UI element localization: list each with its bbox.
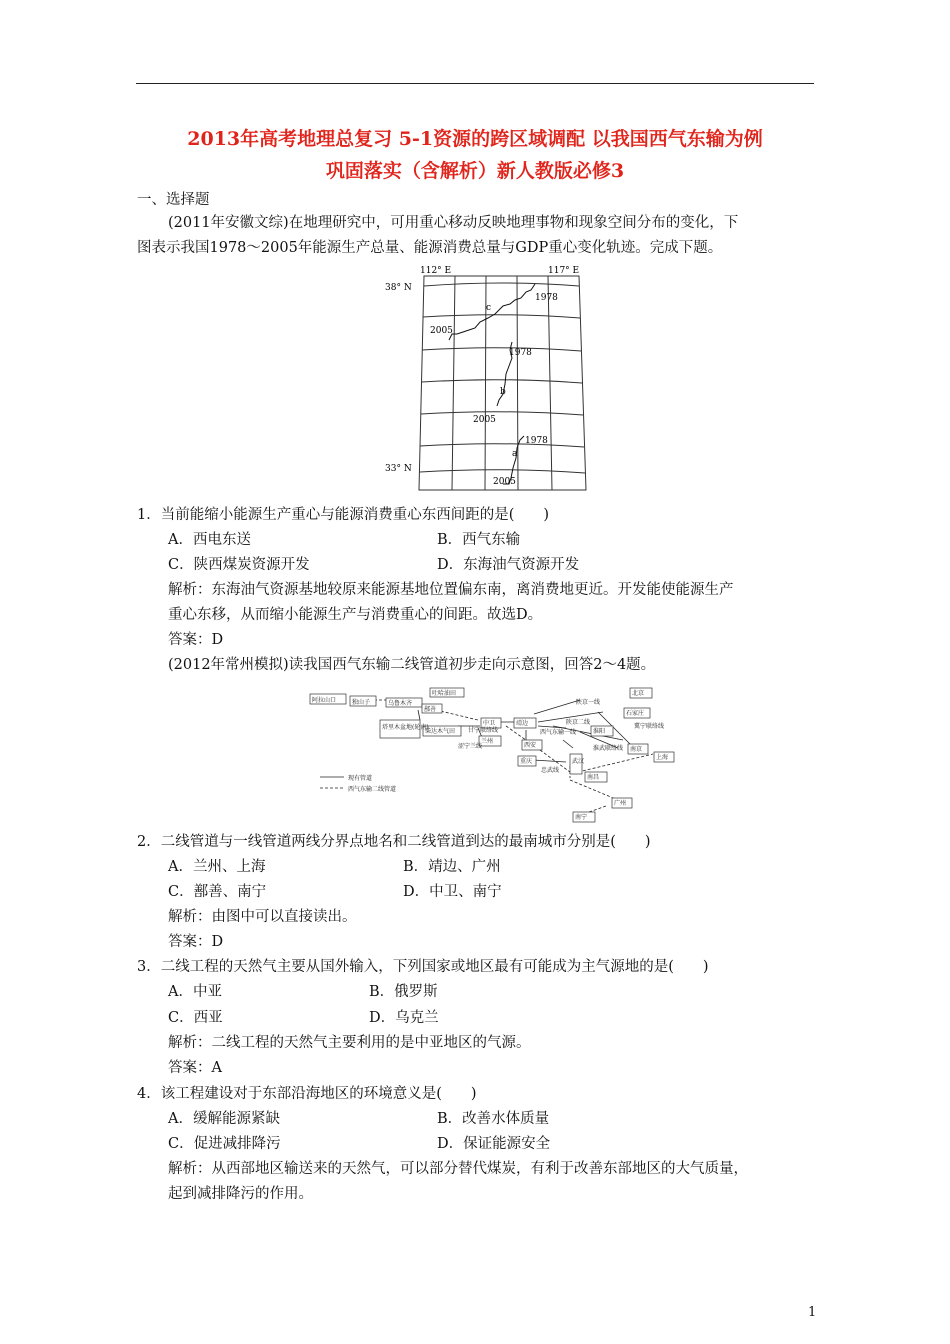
legend-existing: 现有管道 bbox=[348, 775, 373, 782]
lon-right-label: 117° E bbox=[548, 266, 580, 276]
label-jining: 冀宁联络线 bbox=[634, 723, 665, 730]
q3-option-d: D．乌克兰 bbox=[369, 1010, 439, 1026]
label-guangzhou: 广州 bbox=[614, 800, 627, 807]
q2-stem: 2．二线管道与一线管道两线分界点地名和二线管道到达的最南城市分别是( ) bbox=[137, 834, 651, 850]
q1-explanation-2: 重心东移，从而缩小能源生产与消费重心的间距。故选D。 bbox=[168, 607, 543, 623]
label-west-east1: 西气东输一线 bbox=[540, 729, 577, 736]
c-end-year: 2005 bbox=[430, 326, 453, 336]
label-dushanzi: 独山子 bbox=[352, 699, 371, 706]
a-end-year: 2005 bbox=[493, 477, 516, 487]
q1-answer: 答案：D bbox=[168, 632, 224, 648]
pipeline-legend bbox=[320, 774, 396, 793]
label-wuhan: 武汉 bbox=[572, 758, 585, 765]
b-curve-label: b bbox=[500, 387, 506, 397]
q3-option-c: C．西亚 bbox=[168, 1010, 223, 1026]
label-shaanjing1: 陕京一线 bbox=[576, 699, 601, 706]
intro2: (2012年常州模拟)读我国西气东输二线管道初步走向示意图，回答2～4题。 bbox=[168, 657, 656, 673]
c-curve-label: c bbox=[486, 303, 492, 313]
label-urumqi: 乌鲁木齐 bbox=[388, 700, 413, 707]
pipeline-map-figure bbox=[308, 682, 678, 824]
label-ganning: 甘宁联络线 bbox=[468, 727, 499, 734]
q1-stem: 1．当前能缩小能源生产重心与能源消费重心东西间距的是( ) bbox=[137, 507, 550, 523]
q1-explanation-1: 解析：东海油气资源基地较原来能源基地位置偏东南，离消费地更近。开发能使能源生产 bbox=[168, 582, 734, 598]
q2-explanation: 解析：由图中可以直接读出。 bbox=[168, 909, 357, 925]
label-zhongwei: 中卫 bbox=[483, 720, 496, 727]
c-start-year: 1978 bbox=[535, 293, 558, 303]
label-huaiyang: 淮阳 bbox=[593, 728, 606, 735]
label-lanzhou: 兰州 bbox=[481, 738, 494, 745]
q4-option-b: B．改善水体质量 bbox=[437, 1111, 550, 1127]
intro1-line1: (2011年安徽文综)在地理研究中，可用重心移动反映地理事物和现象空间分布的变化，下 bbox=[168, 215, 739, 231]
q1-option-b: B．西气东输 bbox=[437, 532, 521, 548]
label-shaanjing2: 陕京二线 bbox=[566, 719, 591, 726]
q4-option-a: A．缓解能源紧缺 bbox=[168, 1111, 280, 1127]
q4-option-c: C．促进减排降污 bbox=[168, 1136, 281, 1152]
label-chongqing: 重庆 bbox=[520, 758, 533, 765]
label-sening: 涩宁兰线 bbox=[458, 743, 483, 750]
label-shijiazhuang: 石家庄 bbox=[626, 710, 645, 717]
a-curve-label: a bbox=[512, 449, 518, 459]
trajectory-c bbox=[449, 284, 535, 340]
label-alashankou: 阿拉山口 bbox=[312, 697, 337, 704]
label-beijing: 北京 bbox=[632, 690, 645, 697]
q4-stem: 4．该工程建设对于东部沿海地区的环境意义是( ) bbox=[137, 1086, 477, 1102]
trajectory-lines bbox=[449, 284, 535, 484]
label-nanchang: 南昌 bbox=[587, 774, 600, 781]
centroid-map-figure bbox=[385, 262, 590, 494]
b-start-year: 1978 bbox=[509, 348, 532, 358]
label-xian: 西安 bbox=[524, 742, 537, 749]
map-graticule bbox=[419, 276, 586, 490]
second-line-pipeline bbox=[374, 700, 653, 816]
label-shanshan: 鄯善 bbox=[424, 706, 437, 713]
label-qaidam: 柴达木气田 bbox=[425, 728, 456, 735]
intro1-line2: 图表示我国1978～2005年能源生产总量、能源消费总量与GDP重心变化轨迹。完成下题。 bbox=[137, 240, 723, 256]
lat-bottom-label: 33° N bbox=[385, 464, 412, 474]
doc-title-line1: 2013年高考地理总复习 5-1资源的跨区域调配 以我国西气东输为例 bbox=[187, 128, 763, 150]
q3-stem: 3．二线工程的天然气主要从国外输入，下列国家或地区最有可能成为主气源地的是( ) bbox=[137, 959, 709, 975]
q3-explanation: 解析：二线工程的天然气主要利用的是中亚地区的气源。 bbox=[168, 1035, 531, 1051]
header-rule bbox=[136, 83, 814, 84]
q2-answer: 答案：D bbox=[168, 934, 224, 950]
a-start-year: 1978 bbox=[525, 436, 548, 446]
label-tuha: 吐哈油田 bbox=[432, 690, 457, 697]
lat-top-label: 38° N bbox=[385, 283, 412, 293]
q2-option-b: B．靖边、广州 bbox=[403, 859, 501, 875]
q2-option-a: A．兰州、上海 bbox=[168, 859, 266, 875]
lon-left-label: 112° E bbox=[420, 266, 452, 276]
q4-option-d: D．保证能源安全 bbox=[437, 1136, 551, 1152]
label-jingbian: 靖边 bbox=[516, 720, 529, 727]
q4-explanation-2: 起到减排降污的作用。 bbox=[168, 1186, 313, 1202]
label-zhongwu: 忠武线 bbox=[541, 767, 560, 774]
legend-second-line: 西气东输二线管道 bbox=[348, 786, 397, 793]
q1-option-a: A．西电东送 bbox=[168, 532, 251, 548]
doc-title-line2: 巩固落实（含解析）新人教版必修3 bbox=[325, 160, 625, 182]
q1-option-d: D．东海油气资源开发 bbox=[437, 557, 580, 573]
label-nanjing: 南京 bbox=[630, 746, 643, 753]
q2-option-c: C．鄯善、南宁 bbox=[168, 884, 267, 900]
label-nanning: 南宁 bbox=[575, 814, 588, 821]
q1-option-c: C．陕西煤炭资源开发 bbox=[168, 557, 310, 573]
section-heading: 一、选择题 bbox=[137, 192, 210, 208]
q3-option-b: B．俄罗斯 bbox=[369, 984, 438, 1000]
label-shanghai: 上海 bbox=[656, 754, 669, 761]
page-number: 1 bbox=[808, 1305, 817, 1320]
b-end-year: 2005 bbox=[473, 415, 496, 425]
label-huaiwu: 淮武联络线 bbox=[593, 745, 624, 752]
q3-option-a: A．中亚 bbox=[168, 984, 222, 1000]
place-labels bbox=[312, 689, 668, 821]
q4-explanation-1: 解析：从西部地区输送来的天然气，可以部分替代煤炭，有利于改善东部地区的大气质量， bbox=[168, 1161, 748, 1177]
q2-option-d: D．中卫、南宁 bbox=[403, 884, 502, 900]
q3-answer: 答案：A bbox=[168, 1060, 222, 1076]
label-tarim: 塔里木盆地(轮南) bbox=[382, 724, 429, 731]
